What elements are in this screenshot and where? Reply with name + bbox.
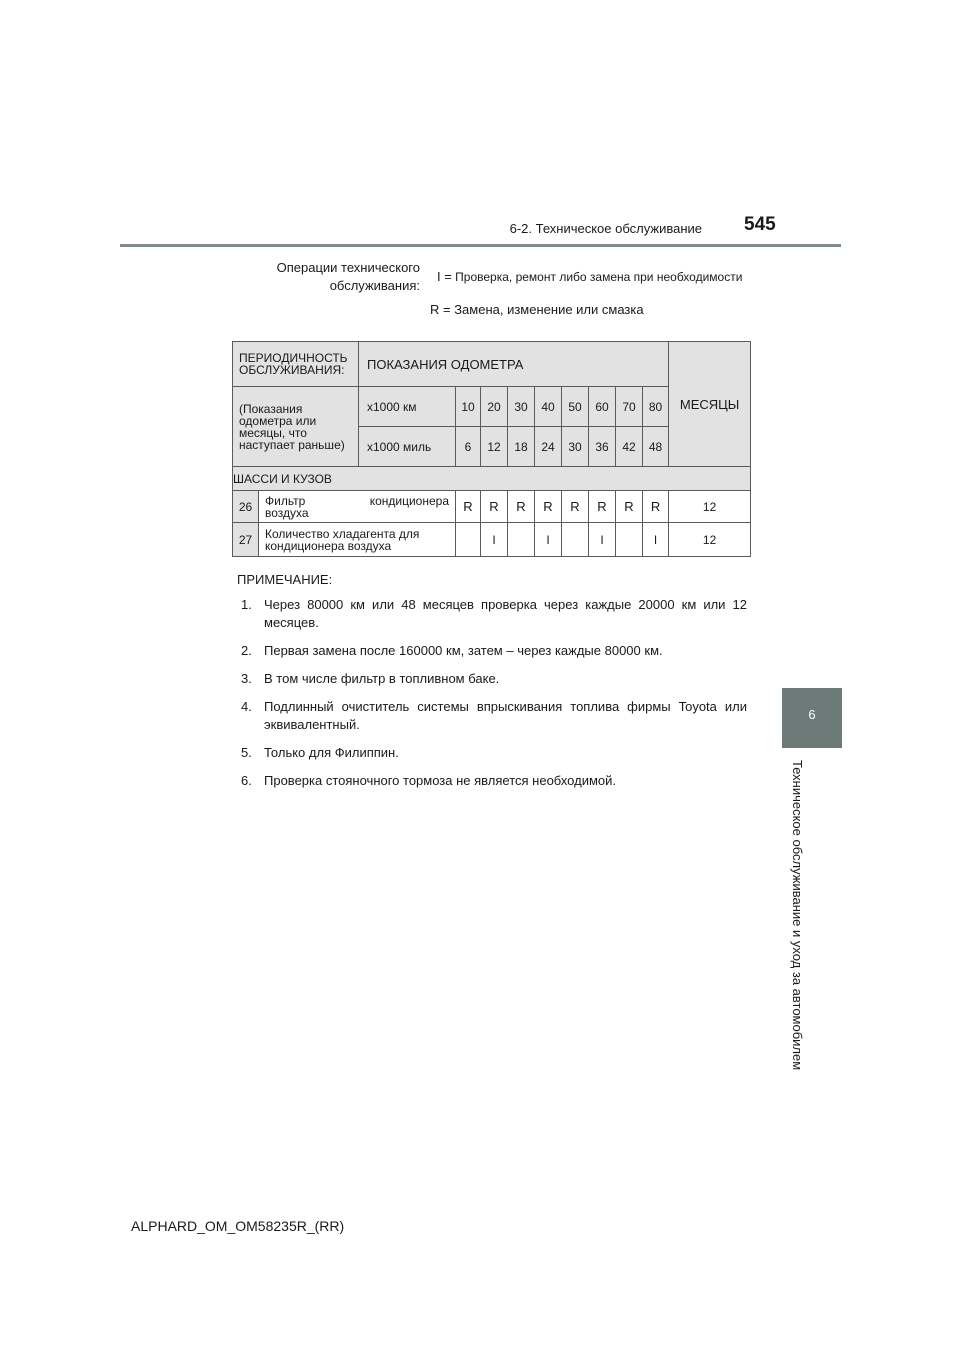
interval-header-line2: ОБСЛУЖИВАНИЯ: (239, 363, 345, 377)
km-value: 30 (508, 387, 535, 427)
km-value: 50 (562, 387, 589, 427)
operation-cell: I (535, 523, 562, 557)
row-description-line2: воздуха (265, 505, 309, 520)
note-text: Проверка стояночного тормоза не является необходимой. (264, 773, 617, 788)
note-text: В том числе фильтр в топливном баке. (264, 671, 500, 686)
whichever-first-note (233, 387, 359, 467)
whichever-line: наступает раньше) (239, 437, 345, 452)
header-divider (120, 244, 841, 247)
operation-cell: R (616, 491, 643, 523)
miles-value: 36 (589, 427, 616, 467)
row-description-line2: кондиционера воздуха (265, 538, 392, 553)
notes-title: ПРИМЕЧАНИЕ: (237, 572, 333, 587)
whichever-line: (Показания (239, 401, 303, 416)
note-text: Первая замена после 160000 км, затем – через каждые 80000 км. (264, 643, 663, 658)
miles-value: 30 (562, 427, 589, 467)
months-cell: 12 (669, 491, 751, 523)
miles-value: 12 (481, 427, 508, 467)
miles-unit-label: x1000 миль (359, 427, 456, 467)
legend-i-letter: I = (437, 269, 452, 284)
operation-cell (456, 523, 481, 557)
miles-value: 48 (643, 427, 669, 467)
note-number: 1. (241, 597, 252, 612)
note-number: 5. (241, 745, 252, 760)
miles-value: 6 (456, 427, 481, 467)
document-code: ALPHARD_OM_OM58235R_(RR) (131, 1218, 345, 1234)
row-description (259, 491, 456, 523)
legend-i (437, 269, 742, 284)
km-value: 70 (616, 387, 643, 427)
odometer-header: ПОКАЗАНИЯ ОДОМЕТРА (359, 342, 669, 387)
row-description-line1: Количество хладагента для (265, 526, 420, 541)
km-value: 60 (589, 387, 616, 427)
note-number: 3. (241, 671, 252, 686)
maintenance-schedule-table (232, 341, 751, 557)
row-number: 27 (233, 523, 259, 557)
operation-cell: I (643, 523, 669, 557)
note-text: Только для Филиппин. (264, 745, 399, 760)
row-description (259, 523, 456, 557)
operation-cell: R (456, 491, 481, 523)
km-value: 20 (481, 387, 508, 427)
interval-header (233, 342, 359, 387)
section-header-chassis: ШАССИ И КУЗОВ (233, 467, 751, 491)
note-item (237, 596, 747, 632)
miles-value: 24 (535, 427, 562, 467)
row-number: 26 (233, 491, 259, 523)
legend-i-text: Проверка, ремонт либо замена при необходимости (455, 270, 743, 284)
notes-block (237, 572, 747, 800)
table-row (233, 523, 751, 557)
legend-label-line2: обслуживания: (329, 278, 420, 293)
row-description-line1: Фильтр кондиционера (265, 493, 449, 508)
km-value: 40 (535, 387, 562, 427)
note-text: Подлинный очиститель системы впрыскивания топлива фирмы Toyota или эквивалентный. (264, 699, 747, 732)
operation-cell: R (508, 491, 535, 523)
operation-cell: I (589, 523, 616, 557)
note-number: 4. (241, 699, 252, 714)
note-number: 6. (241, 773, 252, 788)
page-number: 545 (744, 214, 776, 235)
interval-header-line1: ПЕРИОДИЧНОСТЬ (239, 351, 348, 365)
operation-cell: R (562, 491, 589, 523)
operation-cell: R (643, 491, 669, 523)
note-item (237, 744, 747, 762)
miles-value: 42 (616, 427, 643, 467)
legend-r: R = Замена, изменение или смазка (430, 302, 644, 317)
operation-cell: R (535, 491, 562, 523)
operation-cell: R (481, 491, 508, 523)
note-item (237, 642, 747, 660)
operation-cell (508, 523, 535, 557)
chapter-tab[interactable]: 6 (782, 688, 842, 748)
note-item (237, 698, 747, 734)
note-text: Через 80000 км или 48 месяцев проверка через каждые 20000 км или 12 месяцев. (264, 597, 747, 630)
operation-cell (616, 523, 643, 557)
legend-label-line1: Операции технического (276, 260, 420, 275)
note-item (237, 772, 747, 790)
table-row (233, 491, 751, 523)
months-header: МЕСЯЦЫ (669, 342, 751, 467)
whichever-line: месяцы, что (239, 425, 307, 440)
miles-value: 18 (508, 427, 535, 467)
km-value: 80 (643, 387, 669, 427)
km-value: 10 (456, 387, 481, 427)
operation-cell: I (481, 523, 508, 557)
note-number: 2. (241, 643, 252, 658)
note-item (237, 670, 747, 688)
legend-label (238, 259, 420, 295)
operation-cell: R (589, 491, 616, 523)
chapter-tab-label: Техническое обслуживание и уход за автомобилем (790, 760, 805, 1071)
section-title: 6-2. Техническое обслуживание (509, 221, 702, 236)
operation-cell (562, 523, 589, 557)
months-cell: 12 (669, 523, 751, 557)
whichever-line: одометра или (239, 413, 317, 428)
km-unit-label: x1000 км (359, 387, 456, 427)
